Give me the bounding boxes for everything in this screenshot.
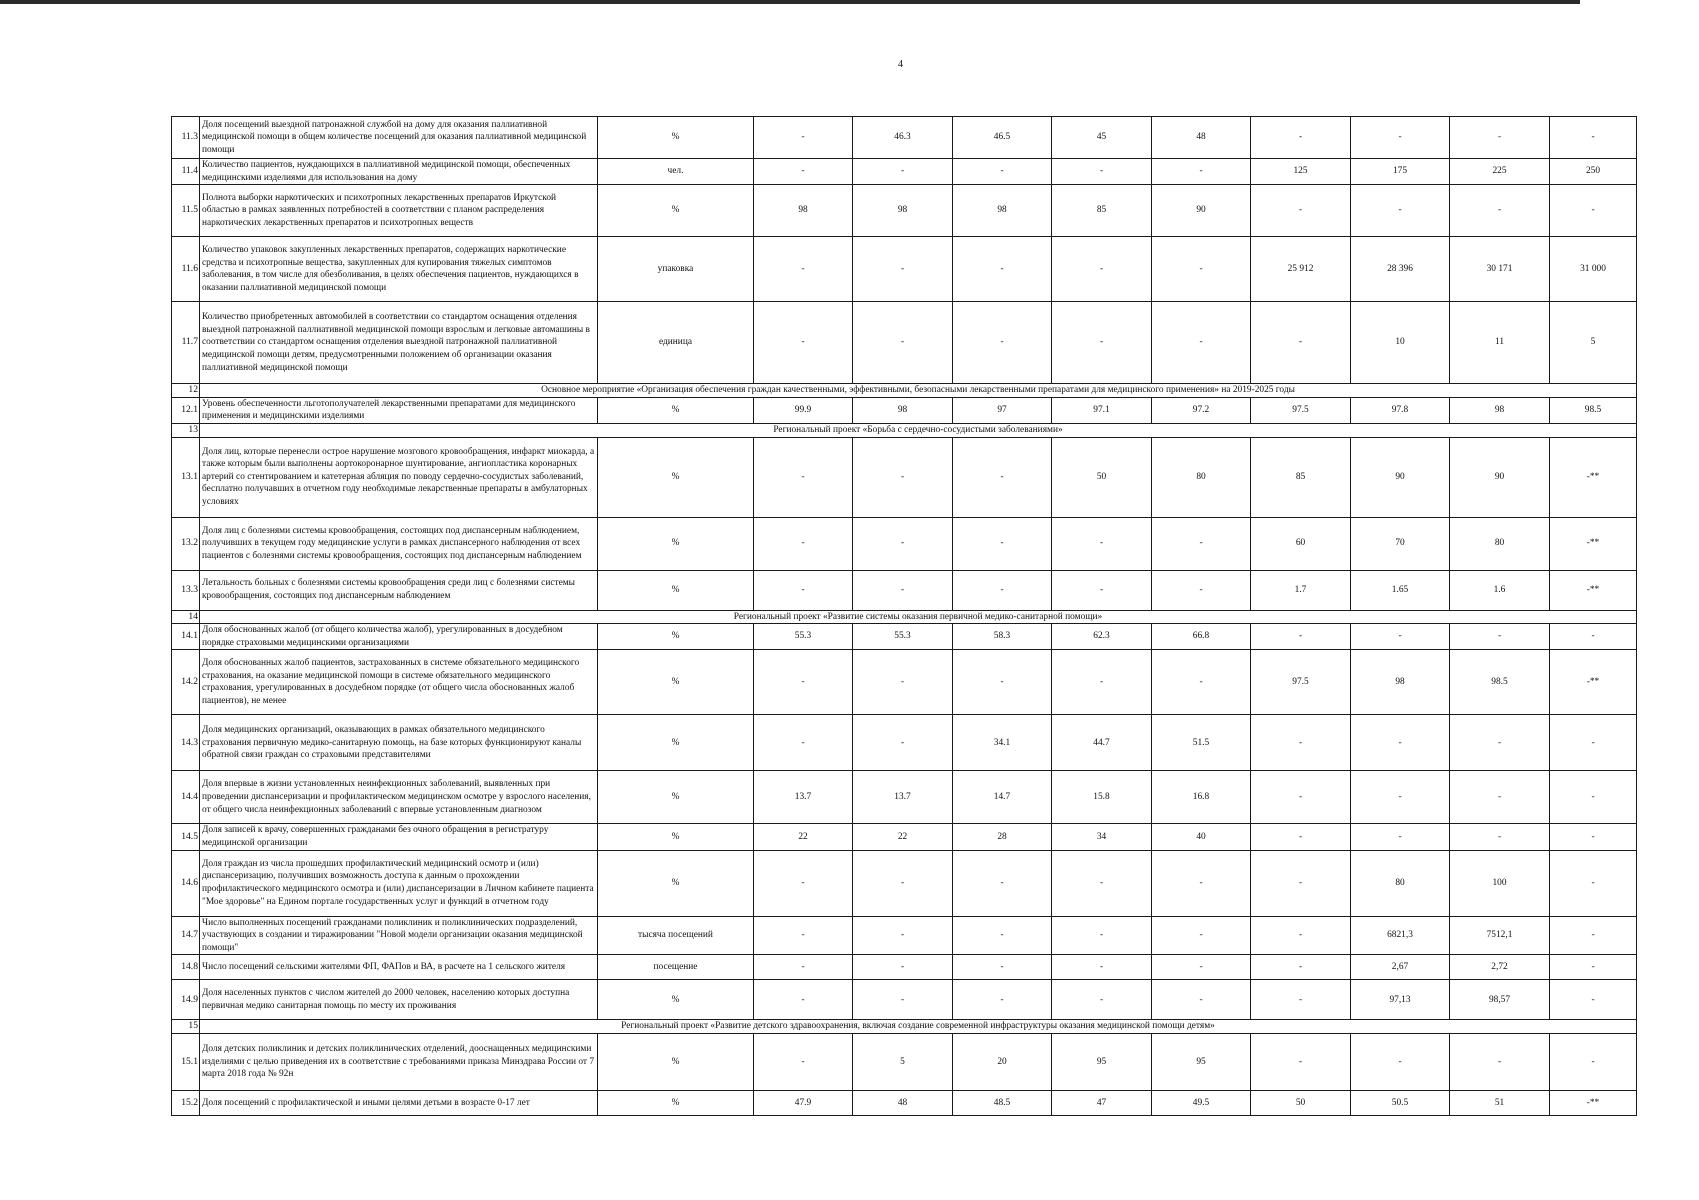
indicator-name-cell: Количество приобретенных автомобилей в соответствии со стандартом оснащения отделения выездной патронажной паллиативной медицинской помощи взрослым и легковые автомашины в соответствии со стандартом оснащения отделения выездной патронажной паллиативной медицинской помощи детям, предусмотренными положением об организации оказания паллиативной медицинской помощи: [200, 302, 598, 384]
value-cell: -: [1550, 980, 1637, 1020]
unit-cell: %: [598, 624, 754, 650]
value-cell: -: [754, 1033, 853, 1090]
unit-cell: %: [598, 1090, 754, 1115]
table-row: [172, 715, 1637, 771]
indicator-name-cell: Доля лиц с болезнями системы кровообращения, состоящих под диспансерным наблюдением, получивших в текущем году медицинские услуги в рамках диспансерного наблюдения от всех пациентов с болезнями системы кровообращения, состоящих под диспансерным наблюдением: [200, 517, 598, 570]
value-cell: -: [754, 237, 853, 302]
row-number-cell: 14.7: [172, 916, 200, 955]
indicator-name-cell: Доля посещений с профилактической и иными целями детьми в возрасте 0-17 лет: [200, 1090, 598, 1115]
value-cell: 98.5: [1450, 650, 1550, 715]
value-cell: 225: [1450, 159, 1550, 185]
value-cell: 175: [1351, 159, 1450, 185]
row-number-cell: 12.1: [172, 397, 200, 423]
value-cell: -: [853, 955, 953, 980]
value-cell: -: [1450, 1033, 1550, 1090]
value-cell: -: [953, 850, 1052, 916]
value-cell: -: [1351, 715, 1450, 771]
value-cell: -: [953, 437, 1052, 517]
value-cell: -: [1251, 980, 1351, 1020]
value-cell: 11: [1450, 302, 1550, 384]
value-cell: 7512,1: [1450, 916, 1550, 955]
value-cell: -: [853, 159, 953, 185]
value-cell: 97.1: [1052, 397, 1152, 423]
unit-cell: %: [598, 824, 754, 850]
value-cell: 90: [1152, 185, 1251, 237]
unit-cell: тысяча посещений: [598, 916, 754, 955]
row-number-cell: 14: [172, 610, 200, 624]
value-cell: -: [853, 237, 953, 302]
row-number-cell: 13.3: [172, 570, 200, 610]
value-cell: -: [853, 302, 953, 384]
value-cell: -: [1152, 302, 1251, 384]
value-cell: 99.9: [754, 397, 853, 423]
value-cell: -: [853, 850, 953, 916]
value-cell: 16.8: [1152, 771, 1251, 824]
value-cell: 80: [1351, 850, 1450, 916]
value-cell: -: [1152, 955, 1251, 980]
value-cell: 13.7: [754, 771, 853, 824]
value-cell: -: [754, 159, 853, 185]
value-cell: 97.8: [1351, 397, 1450, 423]
value-cell: -: [1550, 850, 1637, 916]
value-cell: 34.1: [953, 715, 1052, 771]
table-row: [172, 437, 1637, 517]
section-header-row: [172, 384, 1637, 398]
value-cell: 50.5: [1351, 1090, 1450, 1115]
unit-cell: %: [598, 650, 754, 715]
value-cell: -: [1152, 980, 1251, 1020]
value-cell: -: [1152, 159, 1251, 185]
value-cell: -: [1550, 824, 1637, 850]
value-cell: 95: [1152, 1033, 1251, 1090]
value-cell: 22: [853, 824, 953, 850]
value-cell: -: [1152, 916, 1251, 955]
value-cell: -: [953, 650, 1052, 715]
value-cell: -: [1351, 824, 1450, 850]
value-cell: -: [1251, 824, 1351, 850]
value-cell: -: [1251, 955, 1351, 980]
value-cell: 58.3: [953, 624, 1052, 650]
value-cell: -: [1550, 1033, 1637, 1090]
value-cell: -**: [1550, 1090, 1637, 1115]
indicator-name-cell: Доля населенных пунктов с числом жителей до 2000 человек, населению которых доступна первичная медико санитарная помощь по месту их проживания: [200, 980, 598, 1020]
row-number-cell: 14.4: [172, 771, 200, 824]
value-cell: -: [1351, 117, 1450, 159]
value-cell: -: [754, 437, 853, 517]
section-header-row: [172, 1020, 1637, 1034]
value-cell: -: [1550, 771, 1637, 824]
value-cell: 98: [1351, 650, 1450, 715]
indicator-name-cell: Доля впервые в жизни установленных неинфекционных заболеваний, выявленных при проведении диспансеризации и профилактическом медицинском осмотре у взрослого населения, от общего числа неинфекционных заболеваний с впервые установленным диагнозом: [200, 771, 598, 824]
value-cell: 1.65: [1351, 570, 1450, 610]
table-row: [172, 980, 1637, 1020]
value-cell: -: [1152, 850, 1251, 916]
value-cell: -: [1251, 715, 1351, 771]
table-row: [172, 850, 1637, 916]
unit-cell: упаковка: [598, 237, 754, 302]
value-cell: 98: [754, 185, 853, 237]
value-cell: 97: [953, 397, 1052, 423]
indicator-name-cell: Доля обоснованных жалоб (от общего количества жалоб), урегулированных в досудебном порядке страховыми медицинскими организациями: [200, 624, 598, 650]
value-cell: -: [853, 570, 953, 610]
value-cell: -: [1251, 302, 1351, 384]
value-cell: 80: [1152, 437, 1251, 517]
row-number-cell: 14.1: [172, 624, 200, 650]
table-row: [172, 159, 1637, 185]
value-cell: 44.7: [1052, 715, 1152, 771]
value-cell: 30 171: [1450, 237, 1550, 302]
value-cell: -: [1251, 624, 1351, 650]
value-cell: 95: [1052, 1033, 1152, 1090]
table-row: [172, 117, 1637, 159]
unit-cell: %: [598, 715, 754, 771]
value-cell: -: [754, 955, 853, 980]
value-cell: -: [754, 850, 853, 916]
value-cell: -: [1450, 624, 1550, 650]
indicator-name-cell: Доля посещений выездной патронажной службой на дому для оказания паллиативной медицинской помощи в общем количестве посещений для оказания паллиативной медицинской помощи: [200, 117, 598, 159]
value-cell: 2,72: [1450, 955, 1550, 980]
row-number-cell: 14.2: [172, 650, 200, 715]
value-cell: 49.5: [1152, 1090, 1251, 1115]
indicator-name-cell: Доля граждан из числа прошедших профилактический медицинский осмотр и (или) диспансеризацию, получивших возможность доступа к данным о прохождении профилактического медицинского осмотра и (или) диспансеризации в Личном кабинете пациента "Мое здоровье" на Едином портале государственных услуг и функций в отчетном году: [200, 850, 598, 916]
row-number-cell: 15.2: [172, 1090, 200, 1115]
row-number-cell: 15: [172, 1020, 200, 1034]
value-cell: -: [754, 570, 853, 610]
value-cell: -: [1450, 771, 1550, 824]
value-cell: -: [754, 916, 853, 955]
value-cell: -: [1052, 570, 1152, 610]
value-cell: 125: [1251, 159, 1351, 185]
row-number-cell: 11.3: [172, 117, 200, 159]
value-cell: 97.5: [1251, 397, 1351, 423]
row-number-cell: 11.5: [172, 185, 200, 237]
indicator-name-cell: Количество упаковок закупленных лекарственных препаратов, содержащих наркотические средства и психотропные вещества, закупленных для купирования тяжелых симптомов заболевания, в том числе для обезболивания, в целях обеспечения пациентов, нуждающихся в оказании паллиативной медицинской помощи: [200, 237, 598, 302]
unit-cell: %: [598, 771, 754, 824]
value-cell: 70: [1351, 517, 1450, 570]
indicator-name-cell: Доля лиц, которые перенесли острое нарушение мозгового кровообращения, инфаркт миокарда, а также которым были выполнены аортокоронарное шунтирование, ангиопластика коронарных артерий со стентированием и катетерная абляция по поводу сердечно-сосудистых заболеваний, бесплатно получавших в отчетном году необходимые лекарственные препараты в амбулаторных условиях: [200, 437, 598, 517]
value-cell: -: [754, 517, 853, 570]
value-cell: 28 396: [1351, 237, 1450, 302]
table-row: [172, 916, 1637, 955]
unit-cell: %: [598, 517, 754, 570]
value-cell: 15.8: [1052, 771, 1152, 824]
row-number-cell: 15.1: [172, 1033, 200, 1090]
value-cell: -: [1052, 916, 1152, 955]
unit-cell: %: [598, 850, 754, 916]
table-row: [172, 771, 1637, 824]
value-cell: 85: [1052, 185, 1152, 237]
top-edge-line: [0, 0, 1580, 4]
value-cell: -: [1052, 302, 1152, 384]
row-number-cell: 13.2: [172, 517, 200, 570]
table-body: [172, 117, 1637, 1116]
section-title-cell: Региональный проект «Развитие детского здравоохранения, включая создание современной инфраструктуры оказания медицинской помощи детям»: [200, 1020, 1637, 1034]
table-row: [172, 824, 1637, 850]
indicator-name-cell: Доля обоснованных жалоб пациентов, застрахованных в системе обязательного медицинского страхования, на оказание медицинской помощи в системе обязательного медицинского страхования, урегулированных в досудебном порядке (от общего числа обоснованных жалоб пациентов), не менее: [200, 650, 598, 715]
value-cell: -: [1052, 159, 1152, 185]
value-cell: 55.3: [754, 624, 853, 650]
value-cell: 45: [1052, 117, 1152, 159]
table-row: [172, 1033, 1637, 1090]
value-cell: -: [953, 302, 1052, 384]
table-row: [172, 237, 1637, 302]
table-row: [172, 397, 1637, 423]
value-cell: -: [1251, 916, 1351, 955]
page-number: 4: [898, 59, 903, 70]
row-number-cell: 11.4: [172, 159, 200, 185]
value-cell: -: [754, 980, 853, 1020]
table-row: [172, 517, 1637, 570]
value-cell: -: [953, 159, 1052, 185]
value-cell: 34: [1052, 824, 1152, 850]
value-cell: -: [1052, 517, 1152, 570]
value-cell: 97.5: [1251, 650, 1351, 715]
value-cell: -**: [1550, 437, 1637, 517]
value-cell: -: [1550, 955, 1637, 980]
value-cell: 46.3: [853, 117, 953, 159]
row-number-cell: 11.6: [172, 237, 200, 302]
row-number-cell: 14.8: [172, 955, 200, 980]
value-cell: -: [754, 715, 853, 771]
value-cell: 48.5: [953, 1090, 1052, 1115]
value-cell: -: [1052, 650, 1152, 715]
indicator-name-cell: Число выполненных посещений гражданами поликлиник и поликлинических подразделений, участвующих в создании и тиражировании "Новой модели организации оказания медицинской помощи": [200, 916, 598, 955]
value-cell: -: [953, 916, 1052, 955]
value-cell: -: [853, 437, 953, 517]
value-cell: 97.2: [1152, 397, 1251, 423]
value-cell: 90: [1351, 437, 1450, 517]
value-cell: -: [1251, 850, 1351, 916]
row-number-cell: 14.6: [172, 850, 200, 916]
value-cell: -: [1251, 1033, 1351, 1090]
value-cell: -: [754, 117, 853, 159]
value-cell: -: [1450, 185, 1550, 237]
unit-cell: чел.: [598, 159, 754, 185]
section-title-cell: Основное мероприятие «Организация обеспечения граждан качественными, эффективными, безопасными лекарственными препаратами для медицинского применения» на 2019-2025 годы: [200, 384, 1637, 398]
value-cell: -: [1550, 715, 1637, 771]
value-cell: -: [853, 650, 953, 715]
value-cell: 50: [1251, 1090, 1351, 1115]
value-cell: 90: [1450, 437, 1550, 517]
value-cell: -: [1550, 185, 1637, 237]
value-cell: -: [754, 302, 853, 384]
value-cell: 98: [953, 185, 1052, 237]
unit-cell: единица: [598, 302, 754, 384]
value-cell: -: [754, 650, 853, 715]
unit-cell: %: [598, 397, 754, 423]
value-cell: -: [1450, 824, 1550, 850]
unit-cell: %: [598, 570, 754, 610]
value-cell: 10: [1351, 302, 1450, 384]
value-cell: 6821,3: [1351, 916, 1450, 955]
value-cell: -: [1351, 771, 1450, 824]
value-cell: 25 912: [1251, 237, 1351, 302]
value-cell: 1.6: [1450, 570, 1550, 610]
table-row: [172, 650, 1637, 715]
value-cell: 22: [754, 824, 853, 850]
indicators-table: [171, 116, 1637, 1116]
value-cell: 13.7: [853, 771, 953, 824]
value-cell: 1.7: [1251, 570, 1351, 610]
table-row: [172, 302, 1637, 384]
unit-cell: %: [598, 117, 754, 159]
value-cell: -: [953, 980, 1052, 1020]
unit-cell: %: [598, 185, 754, 237]
section-header-row: [172, 423, 1637, 437]
row-number-cell: 11.7: [172, 302, 200, 384]
unit-cell: %: [598, 980, 754, 1020]
value-cell: 5: [853, 1033, 953, 1090]
unit-cell: посещение: [598, 955, 754, 980]
indicator-name-cell: Уровень обеспеченности льготополучателей лекарственными препаратами для медицинского применения и медицинскими изделиями: [200, 397, 598, 423]
indicator-name-cell: Доля детских поликлиник и детских поликлинических отделений, дооснащенных медицинскими изделиями с целью приведения их в соответствие с требованиями приказа Минздрава России от 7 марта 2018 года № 92н: [200, 1033, 598, 1090]
value-cell: 98: [1450, 397, 1550, 423]
value-cell: -: [1052, 850, 1152, 916]
value-cell: -: [953, 570, 1052, 610]
indicator-name-cell: Доля медицинских организаций, оказывающих в рамках обязательного медицинского страхования первичную медико-санитарную помощь, на базе которых функционируют каналы обратной связи граждан со страховыми представителями: [200, 715, 598, 771]
value-cell: -: [1251, 185, 1351, 237]
indicator-name-cell: Полнота выборки наркотических и психотропных лекарственных препаратов Иркутской областью в рамках заявленных потребностей в соответствии с планом распределения наркотических лекарственных препаратов и психотропных веществ: [200, 185, 598, 237]
row-number-cell: 13.1: [172, 437, 200, 517]
value-cell: 62.3: [1052, 624, 1152, 650]
value-cell: -: [953, 955, 1052, 980]
value-cell: 51: [1450, 1090, 1550, 1115]
value-cell: 31 000: [1550, 237, 1637, 302]
value-cell: -: [1550, 624, 1637, 650]
value-cell: -: [1351, 1033, 1450, 1090]
value-cell: 40: [1152, 824, 1251, 850]
indicator-name-cell: Летальность больных с болезнями системы кровообращения среди лиц с болезнями системы кровообращения, состоящих под диспансерным наблюдением: [200, 570, 598, 610]
value-cell: 100: [1450, 850, 1550, 916]
value-cell: 46.5: [953, 117, 1052, 159]
table-row: [172, 955, 1637, 980]
value-cell: 55.3: [853, 624, 953, 650]
value-cell: -: [853, 715, 953, 771]
table-row: [172, 1090, 1637, 1115]
row-number-cell: 12: [172, 384, 200, 398]
value-cell: -: [1152, 517, 1251, 570]
value-cell: -**: [1550, 570, 1637, 610]
value-cell: 98.5: [1550, 397, 1637, 423]
unit-cell: %: [598, 1033, 754, 1090]
value-cell: -: [1351, 624, 1450, 650]
indicator-name-cell: Доля записей к врачу, совершенных гражданами без очного обращения в регистратуру медицинской организации: [200, 824, 598, 850]
value-cell: 48: [853, 1090, 953, 1115]
value-cell: -: [1450, 715, 1550, 771]
value-cell: -: [853, 517, 953, 570]
row-number-cell: 13: [172, 423, 200, 437]
table-row: [172, 624, 1637, 650]
value-cell: -: [1052, 237, 1152, 302]
value-cell: -: [1251, 771, 1351, 824]
value-cell: 47.9: [754, 1090, 853, 1115]
value-cell: 80: [1450, 517, 1550, 570]
value-cell: -: [853, 916, 953, 955]
value-cell: 20: [953, 1033, 1052, 1090]
indicator-name-cell: Число посещений сельскими жителями ФП, ФАПов и ВА, в расчете на 1 сельского жителя: [200, 955, 598, 980]
value-cell: 98: [853, 397, 953, 423]
value-cell: -: [1152, 650, 1251, 715]
value-cell: 48: [1152, 117, 1251, 159]
value-cell: 66.8: [1152, 624, 1251, 650]
value-cell: -**: [1550, 517, 1637, 570]
value-cell: 51.5: [1152, 715, 1251, 771]
indicator-name-cell: Количество пациентов, нуждающихся в паллиативной медицинской помощи, обеспеченных медицинскими изделиями для использования на дому: [200, 159, 598, 185]
unit-cell: %: [598, 437, 754, 517]
row-number-cell: 14.9: [172, 980, 200, 1020]
value-cell: 5: [1550, 302, 1637, 384]
value-cell: -: [853, 980, 953, 1020]
value-cell: -: [953, 517, 1052, 570]
value-cell: 98: [853, 185, 953, 237]
row-number-cell: 14.5: [172, 824, 200, 850]
value-cell: -: [1450, 117, 1550, 159]
section-header-row: [172, 610, 1637, 624]
value-cell: -: [1052, 980, 1152, 1020]
value-cell: -**: [1550, 650, 1637, 715]
value-cell: -: [1152, 570, 1251, 610]
section-title-cell: Региональный проект «Борьба с сердечно-сосудистыми заболеваниями»: [200, 423, 1637, 437]
value-cell: 250: [1550, 159, 1637, 185]
value-cell: 2,67: [1351, 955, 1450, 980]
value-cell: -: [953, 237, 1052, 302]
table-row: [172, 570, 1637, 610]
value-cell: 28: [953, 824, 1052, 850]
value-cell: 14.7: [953, 771, 1052, 824]
value-cell: -: [1152, 237, 1251, 302]
value-cell: 50: [1052, 437, 1152, 517]
table-row: [172, 185, 1637, 237]
value-cell: 98,57: [1450, 980, 1550, 1020]
section-title-cell: Региональный проект «Развитие системы оказания первичной медико-санитарной помощи»: [200, 610, 1637, 624]
value-cell: -: [1550, 117, 1637, 159]
row-number-cell: 14.3: [172, 715, 200, 771]
value-cell: -: [1052, 955, 1152, 980]
value-cell: -: [1351, 185, 1450, 237]
value-cell: -: [1550, 916, 1637, 955]
value-cell: 97,13: [1351, 980, 1450, 1020]
value-cell: 85: [1251, 437, 1351, 517]
value-cell: 60: [1251, 517, 1351, 570]
value-cell: -: [1251, 117, 1351, 159]
value-cell: 47: [1052, 1090, 1152, 1115]
